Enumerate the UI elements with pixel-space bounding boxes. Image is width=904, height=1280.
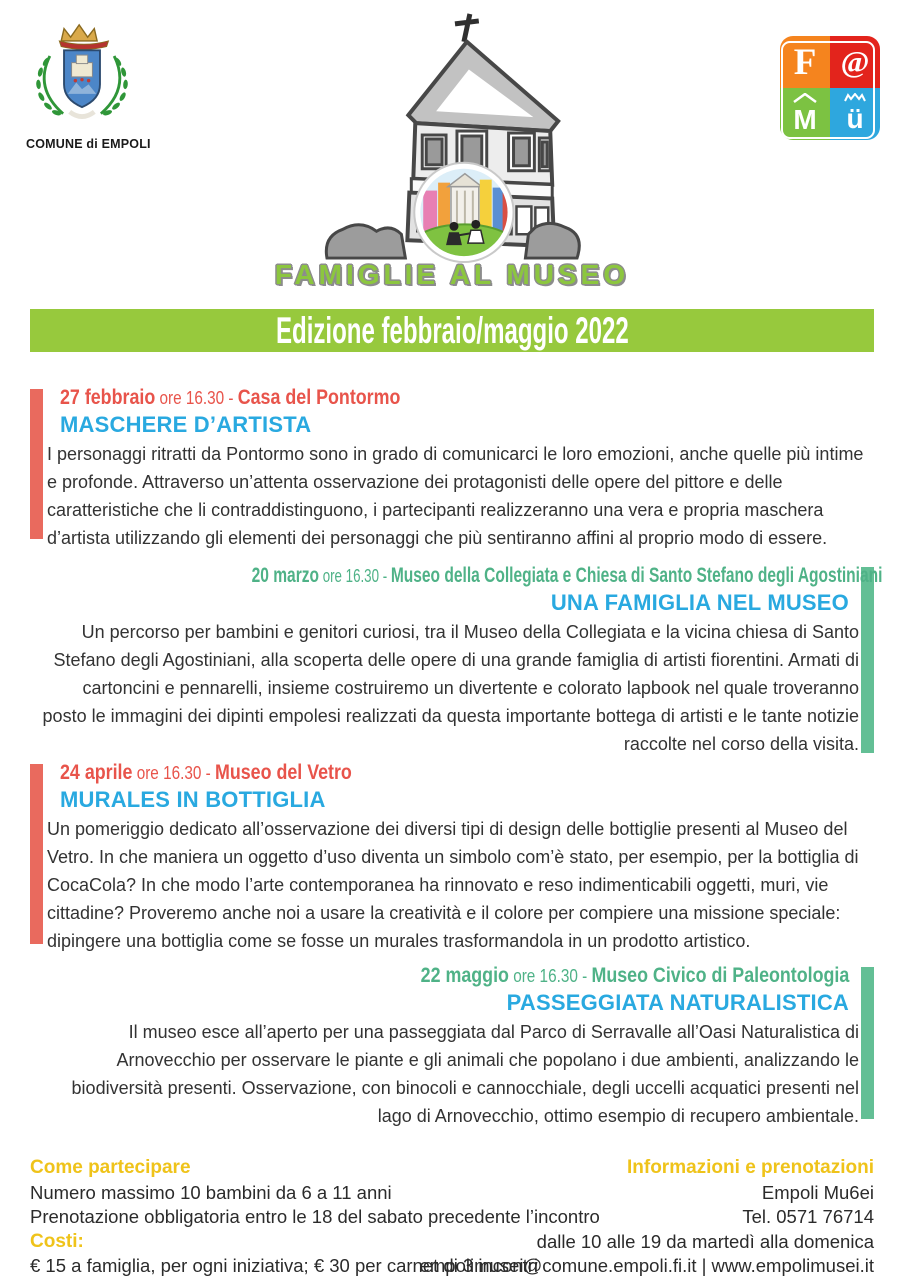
footer-info [420,1156,874,1279]
page-title: FAMIGLIE AL MUSEO [274,259,630,290]
famu-quadrant-u [830,88,880,140]
event-heading [60,760,352,786]
event-block-famiglia [30,563,883,758]
info-line: Empoli Mu6ei [761,1181,874,1203]
event-venue: Museo del Vetro [214,761,352,784]
event-accent-bar [30,389,43,539]
famu-letter-m: M [793,103,817,135]
edition-banner-text: Edizione febbraio/maggio 2022 [275,310,629,351]
participate-heading: Come partecipare [30,1157,191,1178]
event-description: Un pomeriggio dedicato all’osservazione dei diversi tipi di design delle bottiglie presenti al Museo del Vetro. In che maniera un oggetto d’uso diventa un simbolo com’è stato, per esempio, per la bottiglia di CocaCola? In che modo l’arte contemporanea ha rinnovato e reso indimenticabili oggetti, muri, vie cittadine? Proveremo anche noi a usare la creatività e il colore per compiere una missione speciale: dipingere una bottiglia come se fosse un murales trasformandola in un prodotto artistico. [47,819,859,951]
event-heading [60,385,400,411]
event-date: 20 marzo [251,564,320,587]
info-line: dalle 10 alle 19 da martedì alla domenica [536,1230,874,1252]
famu-quadrant-f [780,36,830,88]
event-time: ore 16.30 - [319,566,391,586]
event-date: 22 maggio [420,964,509,987]
event-block-murales [30,760,874,955]
event-accent-bar [861,967,874,1119]
info-heading: Informazioni e prenotazioni [626,1157,874,1178]
event-heading [420,963,849,989]
famu-quadrant-at [830,36,880,88]
famu-letter-at: @ [840,44,870,79]
famu-logo [780,36,880,140]
event-venue: Casa del Pontormo [237,386,401,409]
event-description: Il museo esce all’aperto per una passeggiata dal Parco di Serravalle all’Oasi Naturalistica di Arnovecchio per osservare le piante e gli animali che popolano i due ambienti, analizzando le biodiversità presenti. Osservazione, con binocoli e cannocchiale, degli uccelli acquatici presenti nel lago di Arnovecchio, ottimo esempio di recupero ambientale. [71,1022,859,1126]
event-time: ore 16.30 - [508,966,592,986]
famu-letter-f: F [793,41,817,83]
event-heading [252,563,883,589]
event-venue: Museo Civico di Paleontologia [591,964,849,987]
event-accent-bar [30,764,43,944]
event-description: I personaggi ritratti da Pontormo sono in grado di comunicarci le loro emozioni, anche quelle più intime e profonde. Attraverso un’attenta osservazione dei protagonisti delle opere del pittore e delle caratteristiche che li contraddistinguono, i partecipanti realizzeranno una vera e propria maschera d’artista utilizzando gli elementi dei personaggi che più sentiranno affini al proprio modo di essere. [47,444,864,548]
crown-icon [844,93,866,102]
costs-heading: Costi: [30,1230,84,1252]
municipality-logo [26,18,151,151]
event-date: 27 febbraio [60,386,156,409]
event-description: Un percorso per bambini e genitori curiosi, tra il Museo della Collegiata e la vicina chiesa di Santo Stefano degli Agostiniani, alla scoperta delle opere di una grande famiglia di artisti fiorentini. Armati di cartoncini e pennarelli, insieme costruiremo un divertente e colorato lapbook nel quale troveranno posto le immagini dei dipinti empolesi realizzati da questa importante bottega di artisti e le tante notizie raccolte nel corso della visita. [42,622,859,754]
info-line: Tel. 0571 76714 [742,1206,874,1227]
event-block-maschere [30,385,874,552]
famu-quadrant-m [780,88,830,140]
event-block-passeggiata [30,963,874,1130]
event-time: ore 16.30 - [155,388,238,408]
event-venue: Museo della Collegiata e Chiesa di Santo Stefano degli Agostiniani [390,564,883,587]
famu-letter-u: ü [846,103,864,134]
museum-illustration [313,8,591,271]
roof-icon [793,93,817,103]
municipality-caption: COMUNE di EMPOLI [26,137,151,151]
event-time: ore 16.30 - [132,763,215,783]
costs-line: € 15 a famiglia, per ogni iniziativa; € 30 per carnet di 3 incontri [30,1255,539,1276]
event-title: PASSEGGIATA NATURALISTICA [506,990,849,1015]
event-date: 24 aprile [60,761,133,784]
event-title: MASCHERE D’ARTISTA [60,412,312,437]
info-line: empolimusei@comune.empoli.fi.it | www.empolimusei.it [419,1255,874,1276]
coat-of-arms-icon [30,18,134,130]
edition-banner [30,309,874,352]
participate-line: Numero massimo 10 bambini da 6 a 11 anni [30,1181,392,1203]
event-accent-bar [861,567,874,753]
event-title: UNA FAMIGLIA NEL MUSEO [550,590,849,615]
event-title: MURALES IN BOTTIGLIA [60,787,326,812]
participate-line: Prenotazione obbligatoria entro le 18 del sabato precedente l’incontro [30,1206,600,1227]
